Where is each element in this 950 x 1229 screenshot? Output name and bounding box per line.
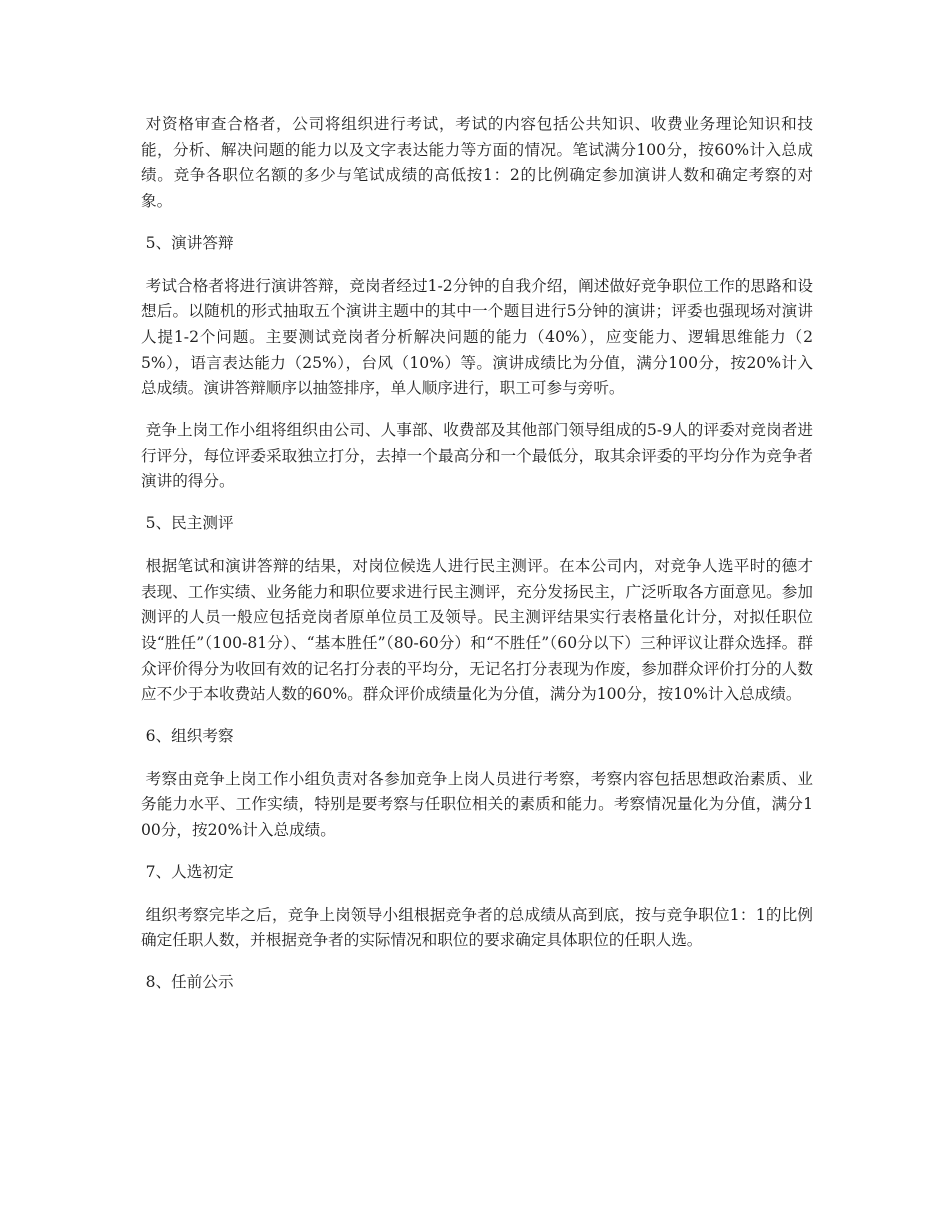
document-page	[141, 112, 813, 1013]
evaluation-paragraph: 根据笔试和演讲答辩的结果，对岗位候选人进行民主测评。在本公司内，对竞争人选平时的德才表现、工作实绩、业务能力和职位要求进行民主测评，充分发扬民主，广泛听取各方面意见。参加测评的人员一般应包括竞岗者原单位员工及领导。民主测评结果实行表格量化计分，对拟任职位设“胜任”（100-81分）、“基本胜任”（80-60分）和“不胜任”（60分以下）三种评议让群众选择。群众评价得分为收回有效的记名打分表的平均分，无记名打分表现为作废，参加群众评价打分的人数应不少于本收费站人数的60%。群众评价成绩量化为分值，满分为100分，按10%计入总成绩。	[141, 556, 813, 704]
section-heading-selection: 7、人选初定	[145, 862, 234, 881]
section-heading-speech: 5、演讲答辩	[145, 233, 234, 252]
section-heading-publicity: 8、任前公示	[145, 972, 234, 991]
inspection-paragraph: 考察由竞争上岗工作小组负责对各参加竞争上岗人员进行考察，考察内容包括思想政治素质、业务能力水平、工作实绩，特别是要考察与任职位相关的素质和能力。考察情况量化为分值，满分100分，按20%计入总成绩。	[141, 769, 813, 840]
section-heading-inspection: 6、组织考察	[145, 727, 234, 746]
section-heading-evaluation: 5、民主测评	[145, 514, 234, 533]
speech-paragraph: 考试合格者将进行演讲答辩，竞岗者经过1-2分钟的自我介绍，阐述做好竞争职位工作的思路和设想后。以随机的形式抽取五个演讲主题中的其中一个题目进行5分钟的演讲；评委也强现场对演讲人提1-2个问题。主要测试竞岗者分析解决问题的能力（40%），应变能力、逻辑思维能力（25%），语言表达能力（25%），台风（10%）等。演讲成绩比为分值，满分100分，按20%计入总成绩。演讲答辩顺序以抽签排序，单人顺序进行，职工可参与旁听。	[141, 276, 813, 398]
selection-paragraph: 组织考察完毕之后，竞争上岗领导小组根据竞争者的总成绩从高到底，按与竞争职位1：1的比例确定任职人数，并根据竞争者的实际情况和职位的要求确定具体职位的任职人选。	[141, 905, 813, 950]
exam-paragraph: 对资格审查合格者，公司将组织进行考试，考试的内容包括公共知识、收费业务理论知识和技能，分析、解决问题的能力以及文字表达能力等方面的情况。笔试满分100分，按60%计入总成绩。竞争各职位名额的多少与笔试成绩的高低按1：2的比例确定参加演讲人数和确定考察的对象。	[141, 115, 813, 211]
judges-paragraph: 竞争上岗工作小组将组织由公司、人事部、收费部及其他部门领导组成的5-9人的评委对竞岗者进行评分，每位评委采取独立打分，去掉一个最高分和一个最低分，取其余评委的平均分作为竞争者演讲的得分。	[141, 421, 813, 491]
